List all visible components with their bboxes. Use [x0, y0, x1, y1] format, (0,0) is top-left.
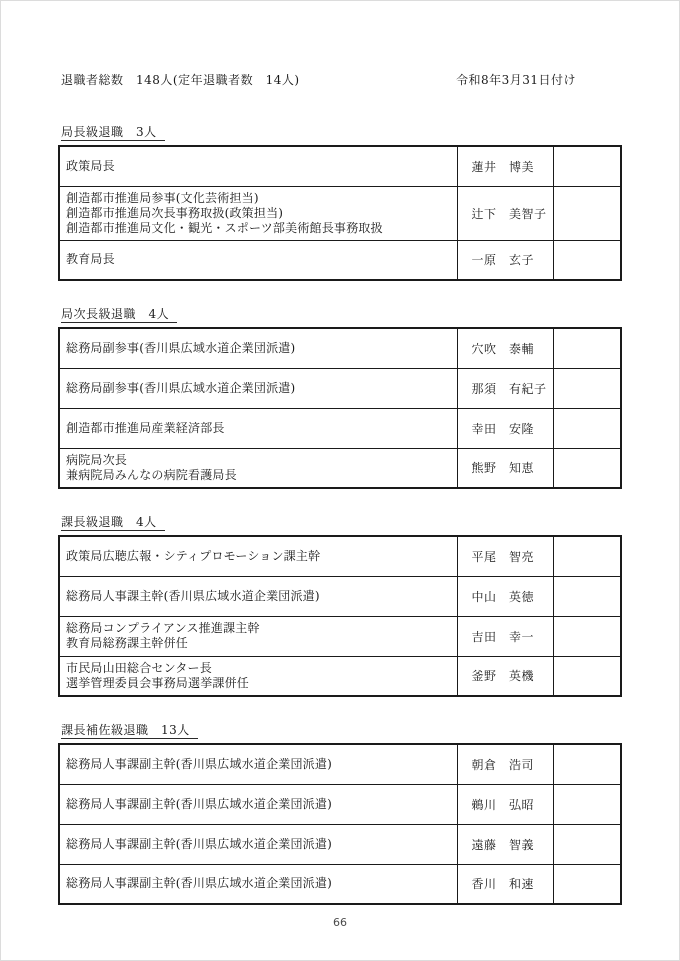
retirement-section	[58, 723, 618, 905]
name-cell: 朝倉 浩司	[457, 744, 553, 784]
retirement-table	[58, 145, 622, 281]
empty-cell	[553, 186, 621, 240]
position-cell	[59, 536, 457, 576]
position-line: 創造都市推進局参事(文化芸術担当)	[66, 190, 259, 205]
empty-cell	[553, 536, 621, 576]
name-cell: 吉田 幸一	[457, 616, 553, 656]
section-title: 課長補佐級退職 13人	[61, 723, 198, 739]
empty-cell	[553, 240, 621, 280]
table-row	[59, 656, 621, 696]
document-header	[58, 71, 618, 85]
retirement-section	[58, 125, 618, 281]
position-cell	[59, 824, 457, 864]
name-cell: 熊野 知恵	[457, 448, 553, 488]
table-row	[59, 186, 621, 240]
table-row	[59, 784, 621, 824]
position-line: 総務局人事課副主幹(香川県広域水道企業団派遣)	[66, 796, 332, 811]
table-row	[59, 616, 621, 656]
table-row	[59, 576, 621, 616]
position-line: 兼病院局みんなの病院看護局長	[66, 467, 237, 482]
position-line: 選挙管理委員会事務局選挙課併任	[66, 675, 250, 690]
empty-cell	[553, 656, 621, 696]
page-number: 66	[333, 916, 347, 929]
section-title: 課長級退職 4人	[61, 515, 165, 531]
table-row	[59, 864, 621, 904]
name-cell: 釜野 英機	[457, 656, 553, 696]
empty-cell	[553, 864, 621, 904]
name-cell: 穴吹 泰輔	[457, 328, 553, 368]
position-line: 総務局副参事(香川県広域水道企業団派遣)	[66, 380, 296, 395]
position-cell	[59, 448, 457, 488]
retiree-total-text: 退職者総数 148人(定年退職者数 14人)	[61, 73, 300, 87]
effective-date-text: 令和8年3月31日付け	[456, 73, 577, 87]
empty-cell	[553, 368, 621, 408]
table-row	[59, 240, 621, 280]
position-cell	[59, 186, 457, 240]
empty-cell	[553, 328, 621, 368]
empty-cell	[553, 448, 621, 488]
table-row	[59, 328, 621, 368]
retirement-table-body	[59, 328, 621, 488]
table-row	[59, 146, 621, 186]
position-cell	[59, 368, 457, 408]
empty-cell	[553, 408, 621, 448]
retirement-table-body	[59, 536, 621, 696]
position-cell	[59, 744, 457, 784]
position-line: 創造都市推進局産業経済部長	[66, 420, 225, 435]
empty-cell	[553, 784, 621, 824]
table-row	[59, 448, 621, 488]
position-line: 総務局コンプライアンス推進課主幹	[66, 621, 260, 635]
table-row	[59, 368, 621, 408]
table-row	[59, 824, 621, 864]
position-line: 教育局総務課主幹併任	[66, 636, 189, 650]
position-cell	[59, 784, 457, 824]
retirement-section	[58, 307, 618, 489]
empty-cell	[553, 744, 621, 784]
empty-cell	[553, 576, 621, 616]
empty-cell	[553, 616, 621, 656]
position-cell	[59, 864, 457, 904]
position-line: 総務局副参事(香川県広域水道企業団派遣)	[66, 340, 296, 355]
name-cell: 蓮井 博美	[457, 146, 553, 186]
position-line: 病院局次長	[66, 452, 128, 467]
position-line: 市民局山田総合センター長	[66, 660, 212, 675]
empty-cell	[553, 146, 621, 186]
retirement-section	[58, 515, 618, 697]
table-row	[59, 536, 621, 576]
retirement-table-body	[59, 744, 621, 904]
name-cell: 一原 玄子	[457, 240, 553, 280]
name-cell: 平尾 智亮	[457, 536, 553, 576]
position-line: 総務局人事課副主幹(香川県広域水道企業団派遣)	[66, 876, 332, 891]
empty-cell	[553, 824, 621, 864]
table-row	[59, 408, 621, 448]
retirement-table-body	[59, 146, 621, 280]
position-line: 政策局広聴広報・シティプロモーション課主幹	[66, 548, 321, 563]
retirement-table	[58, 743, 622, 905]
retirement-table	[58, 327, 622, 489]
name-cell: 辻下 美智子	[457, 186, 553, 240]
position-line: 総務局人事課副主幹(香川県広域水道企業団派遣)	[66, 836, 332, 851]
name-cell: 鵜川 弘昭	[457, 784, 553, 824]
section-title: 局次長級退職 4人	[61, 307, 177, 323]
name-cell: 香川 和速	[457, 864, 553, 904]
position-line: 総務局人事課副主幹(香川県広域水道企業団派遣)	[66, 756, 332, 771]
name-cell: 中山 英徳	[457, 576, 553, 616]
name-cell: 幸田 安隆	[457, 408, 553, 448]
position-cell	[59, 240, 457, 280]
position-line: 総務局人事課主幹(香川県広域水道企業団派遣)	[66, 588, 320, 603]
name-cell: 遠藤 智義	[457, 824, 553, 864]
position-line: 教育局長	[66, 252, 115, 267]
position-cell	[59, 576, 457, 616]
name-cell: 那須 有紀子	[457, 368, 553, 408]
position-cell	[59, 656, 457, 696]
position-cell	[59, 616, 457, 656]
position-line: 創造都市推進局文化・観光・スポーツ部美術館長事務取扱	[66, 220, 383, 235]
retirement-table	[58, 535, 622, 697]
position-cell	[59, 408, 457, 448]
sections-container	[58, 125, 618, 905]
position-line: 創造都市推進局次長事務取扱(政策担当)	[66, 205, 284, 220]
position-line: 政策局長	[66, 158, 115, 173]
table-row	[59, 744, 621, 784]
position-cell	[59, 328, 457, 368]
position-cell	[59, 146, 457, 186]
section-title: 局長級退職 3人	[61, 125, 165, 141]
